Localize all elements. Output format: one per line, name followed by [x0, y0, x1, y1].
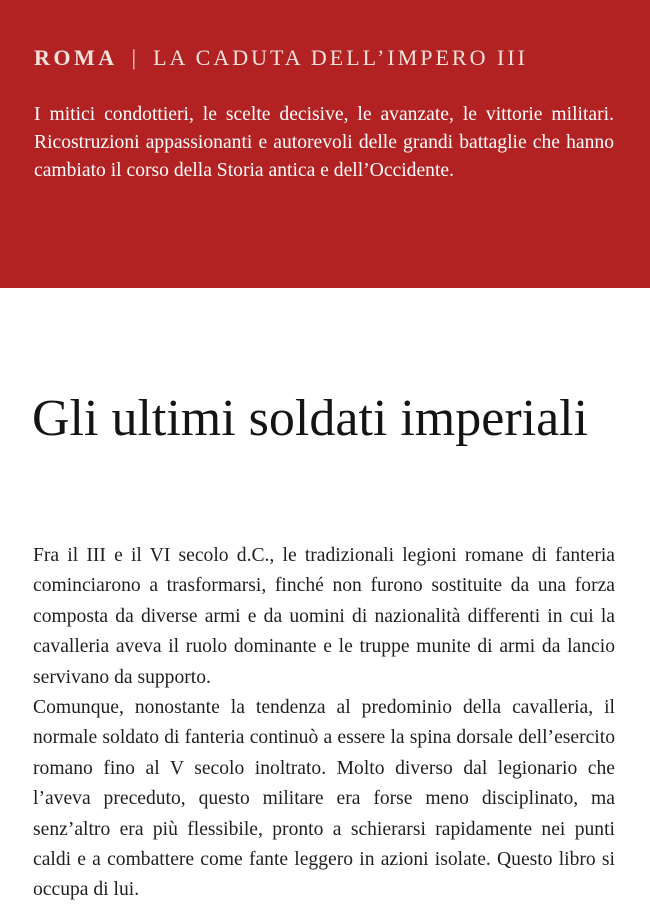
book-description [33, 541, 615, 906]
header-banner [0, 0, 650, 288]
series-subtitle: LA CADUTA DELL’IMPERO III [153, 45, 528, 70]
series-separator: | [131, 45, 140, 70]
description-paragraph-1: Fra il III e il VI secolo d.C., le tradizionali legioni romane di fanteria cominciarono a trasformarsi, finché non furono sostituite da una forza composta da diverse armi e da uomini di nazionalità differenti in cui la cavalleria aveva il ruolo dominante e le truppe munite di armi da lancio servivano da supporto. [33, 545, 615, 688]
series-name: ROMA [34, 45, 118, 70]
description-paragraph-2: Comunque, nonostante la tendenza al predominio della cavalleria, il normale soldato di fanteria continuò a essere la spina dorsale dell’esercito romano fino al V secolo inoltrato. Molto diverso dal legionario che l’aveva preceduto, questo militare era forse meno disciplinato, ma senz’altro era più flessibile, pronto a schierarsi rapidamente nei punti caldi e a combattere come fante leggero in azioni isolate. Questo libro si occupa di lui. [33, 697, 615, 901]
book-title: Gli ultimi soldati imperiali [32, 390, 589, 447]
series-heading [34, 45, 528, 71]
series-tagline: I mitici condottieri, le scelte decisive, le avanzate, le vittorie militari. Ricostruzioni appassionanti e autorevoli delle grandi battaglie che hanno cambiato il corso della Storia antica e dell’Occidente. [34, 104, 614, 181]
